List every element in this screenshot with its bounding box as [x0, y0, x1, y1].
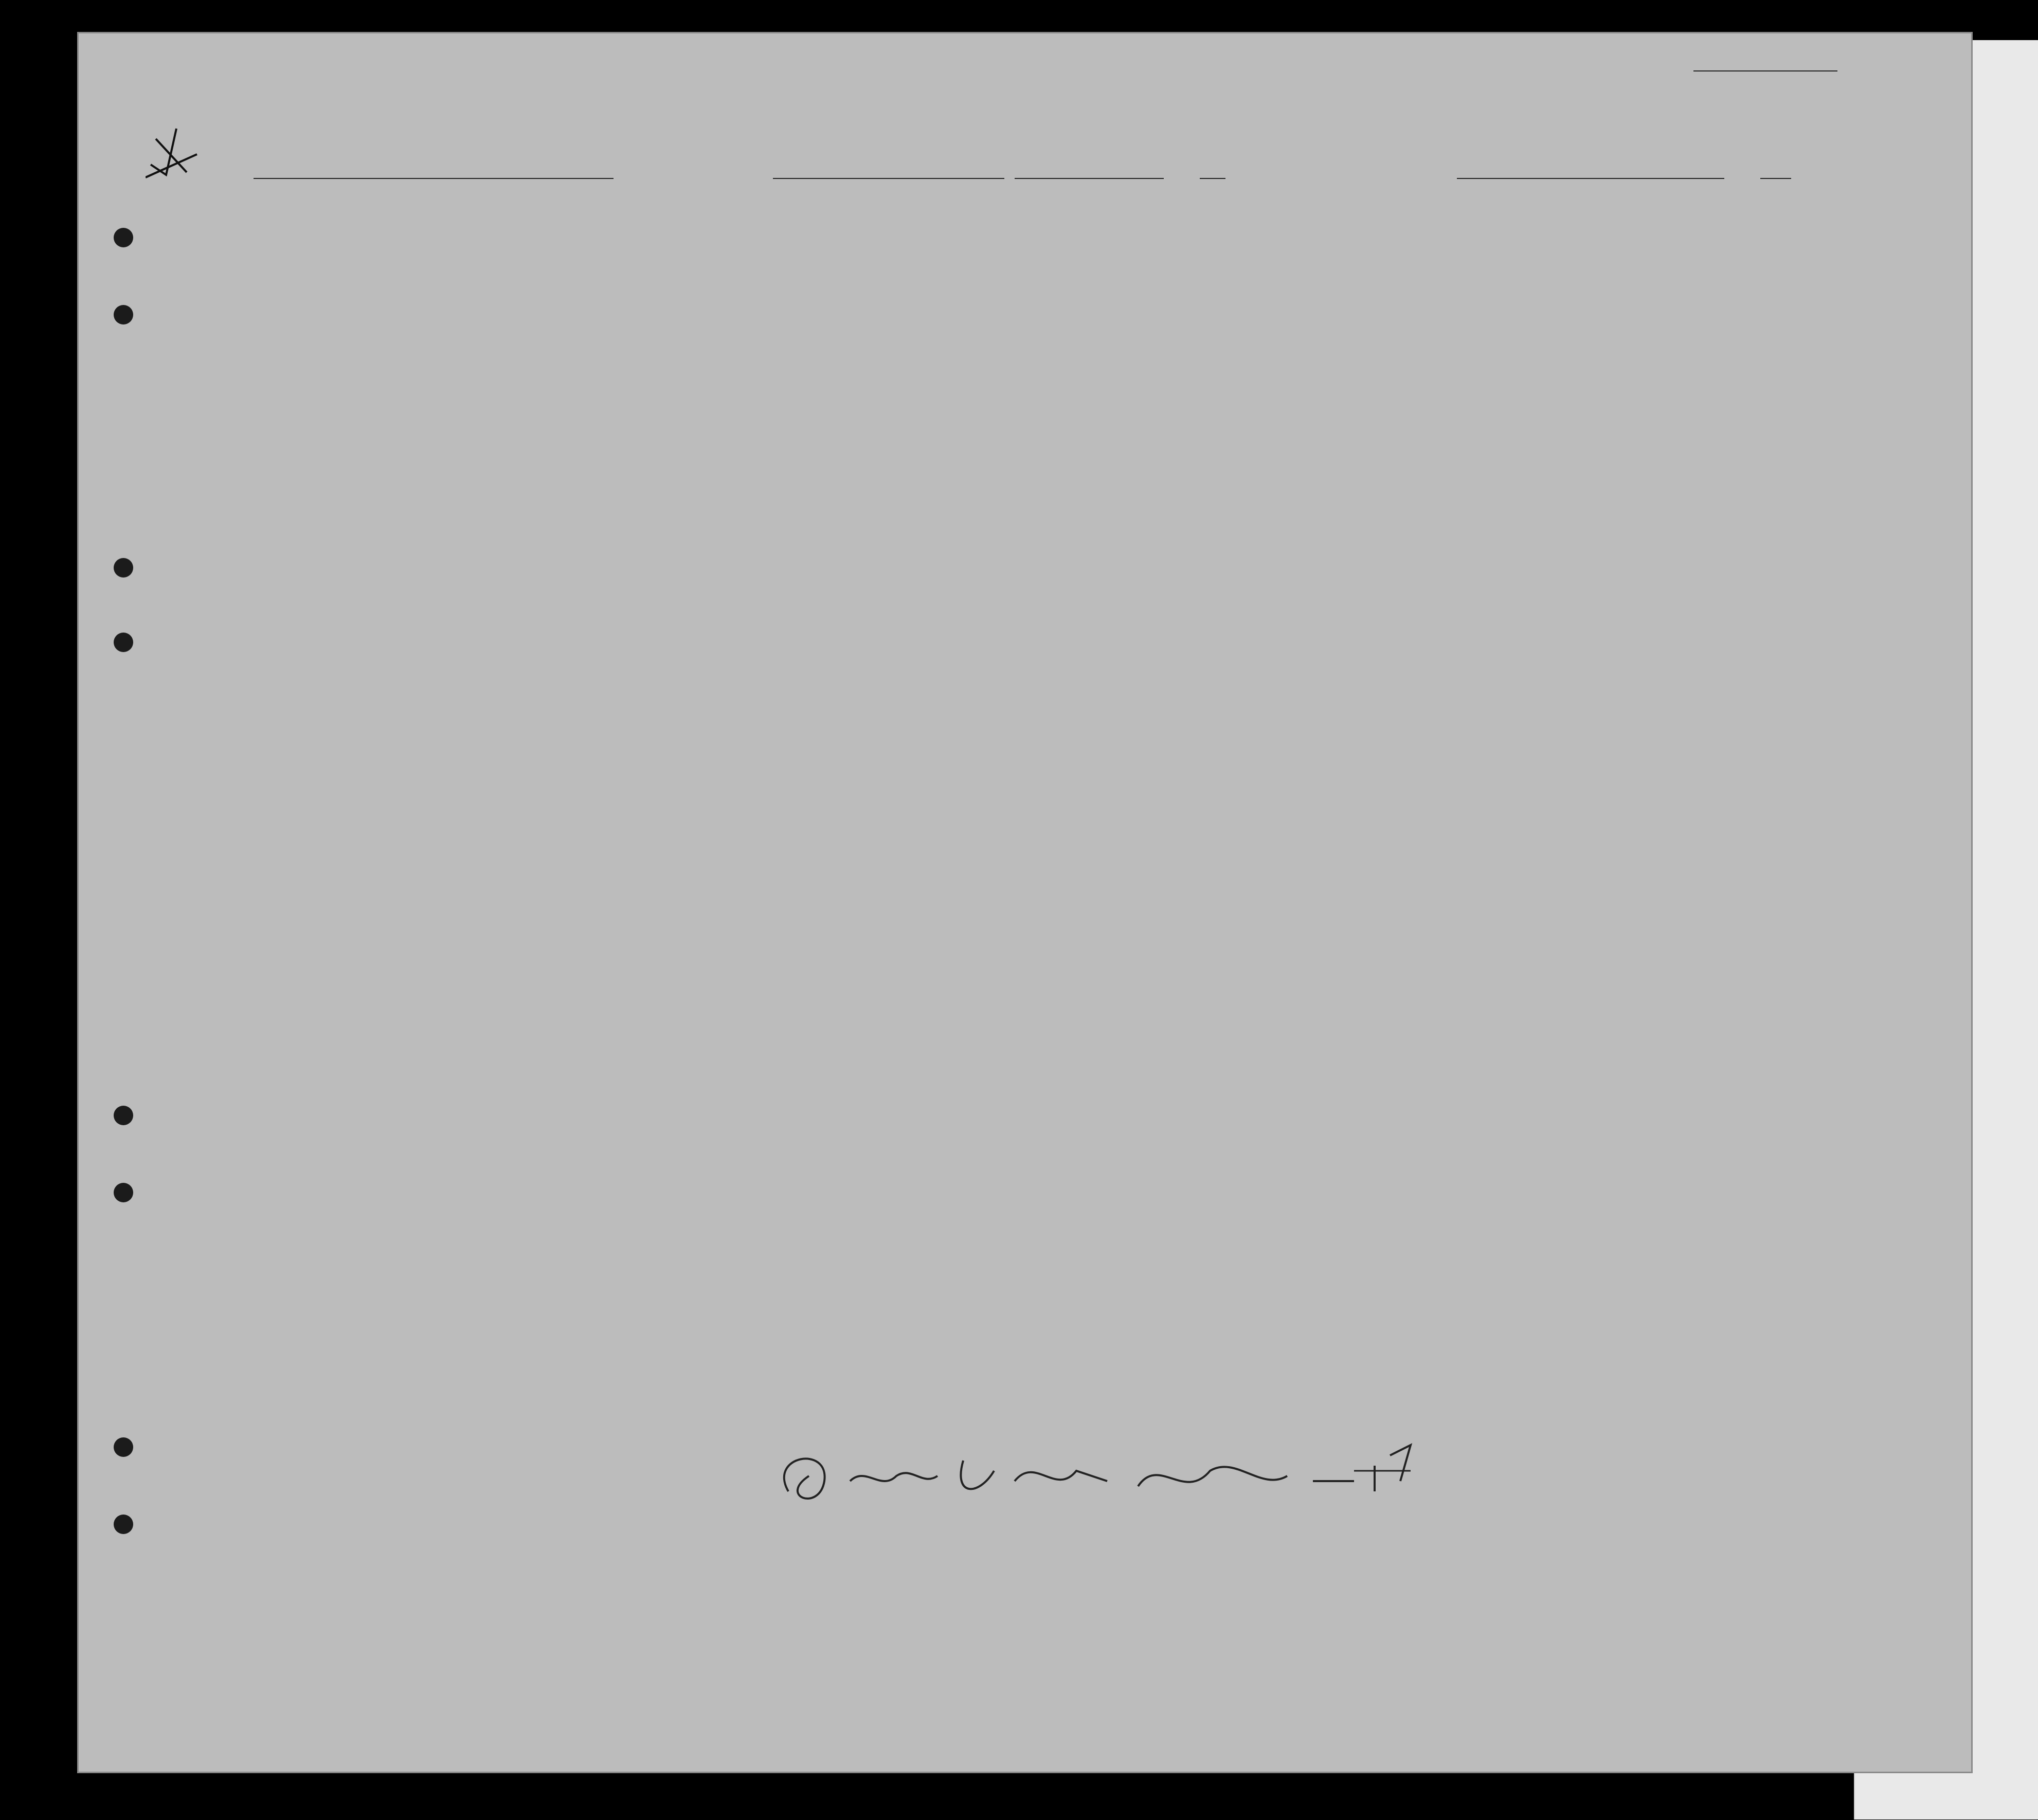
punch-hole — [114, 1183, 133, 1202]
sailing-year — [1200, 178, 1225, 179]
inspector-signature — [747, 1435, 1519, 1517]
punch-hole — [114, 558, 133, 578]
important-notice — [161, 1576, 1909, 1596]
sailing-date — [1015, 178, 1164, 179]
punch-hole — [114, 305, 133, 325]
punch-hole — [114, 633, 133, 652]
punch-hole — [114, 1106, 133, 1125]
voyage-line — [171, 170, 1843, 201]
arriving-port — [1457, 178, 1724, 179]
number-value — [1693, 70, 1837, 71]
punch-hole — [114, 228, 133, 247]
arriving-year — [1760, 178, 1791, 179]
ship-name — [254, 178, 614, 179]
manifest-page — [77, 32, 1973, 1773]
punch-hole — [114, 1437, 133, 1457]
punch-hole — [114, 1515, 133, 1534]
sailing-port — [773, 178, 1004, 179]
